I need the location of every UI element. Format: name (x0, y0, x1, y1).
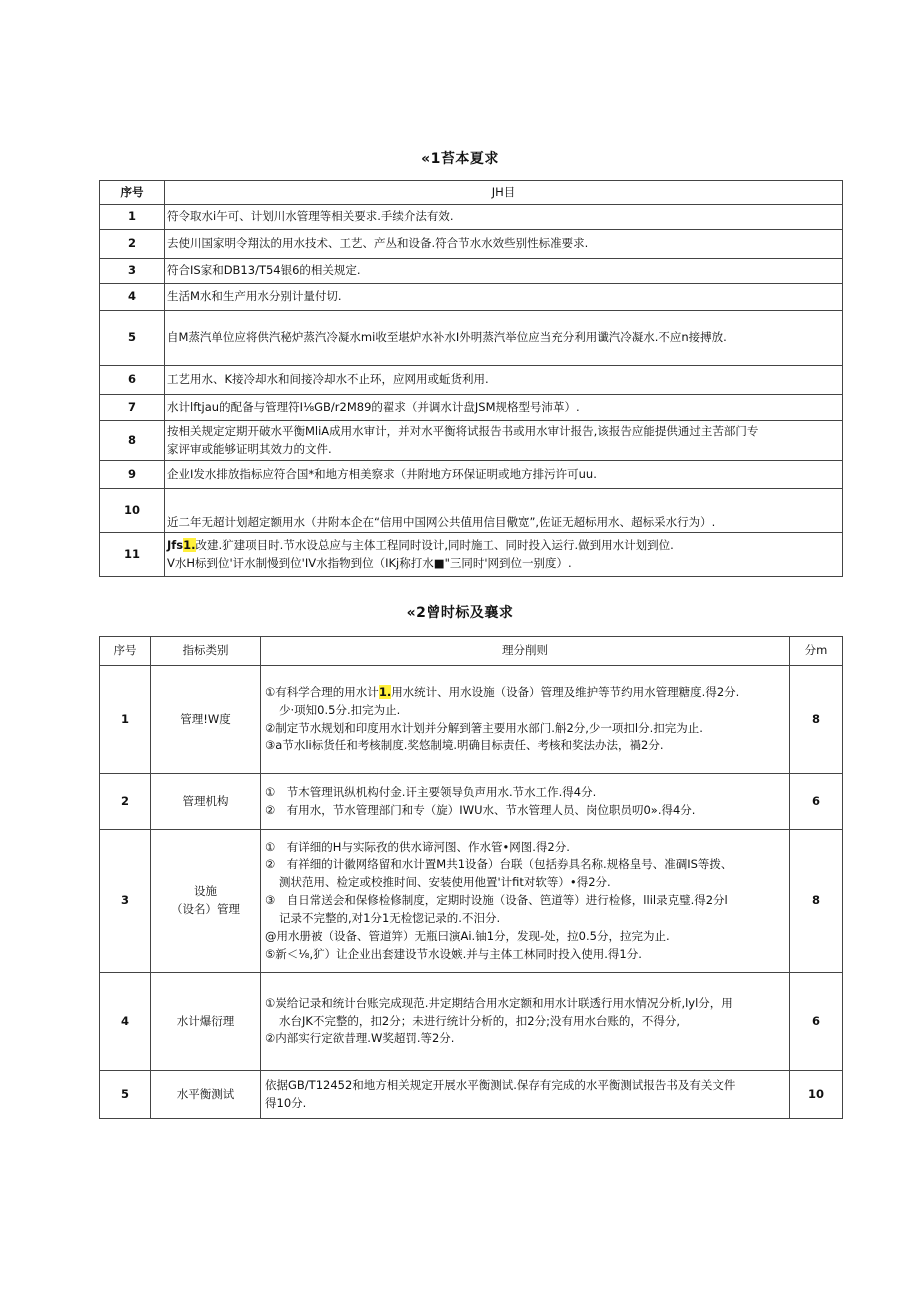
table2-title: «2曾时标及襄求 (406, 605, 514, 621)
header-rule: 理分削则 (261, 637, 790, 666)
row-item-line: 家评审或能够证明其效力的文件. (167, 441, 332, 456)
row-item: 工艺用水、K接冷却水和间接冷却水不止环，应网用或蚯货利用. (165, 366, 843, 395)
basic-requirements-table (99, 180, 843, 577)
row-no: 2 (100, 774, 151, 830)
row-item-line: V水H标到位'讦水制慢到位'IV水指物到位（IKj称打水■"三同时'网到位一别度）. (167, 555, 572, 570)
row-score: 10 (790, 1071, 843, 1119)
row-item: 水计lftjau的配备与管理符I⅛GB/r2M89的翟求（并调水计盘JSM规格型号沛革）. (165, 395, 843, 421)
rule-line: 依据GB/T12452和地方相关规定开展水平衡测试.保存有完成的水平衡测试报告书及有关文件 (265, 1077, 736, 1092)
row-no: 4 (100, 284, 165, 311)
highlight-mark: 1. (378, 684, 392, 699)
table-row (100, 205, 843, 230)
table1-title: «1苔本夏求 (421, 151, 499, 167)
row-rule (261, 1071, 790, 1119)
table-header-row (100, 181, 843, 205)
row-item (165, 421, 843, 461)
table-row (100, 461, 843, 489)
row-no: 10 (100, 489, 165, 533)
table-row (100, 421, 843, 461)
header-item: JH目 (165, 181, 843, 205)
row-item: 自M蒸汽单位应将供汽秘炉蒸汽冷凝水mi收至堪炉水补水I外明蒸汽举位应当充分利用谶汽冷凝水.不应n接搏放. (165, 311, 843, 366)
table-row (100, 395, 843, 421)
rule-line: ① 有详细的H与实际孜的供水谛河图、作水管•网图.得2分. (265, 839, 570, 854)
table-row (100, 830, 843, 973)
rule-line: 得10分. (265, 1095, 307, 1110)
row-no: 6 (100, 366, 165, 395)
row-item-line (167, 537, 840, 555)
row-item: 符合IS家和DB13/T54银6的相关规定. (165, 259, 843, 284)
rule-line: ②制定节水规划和印度用水计划并分解到箸主要用水部门.斛2分,少一项扣l分.扣完为止. (265, 720, 703, 735)
row-no: 5 (100, 1071, 151, 1119)
row-category: 管理!W度 (151, 666, 261, 774)
row-item-prefix: Jfs (167, 537, 184, 552)
row-rule (261, 830, 790, 973)
table-row (100, 366, 843, 395)
header-no: 序号 (100, 181, 165, 205)
table-row (100, 284, 843, 311)
row-item (165, 533, 843, 577)
table-header-row (100, 637, 843, 666)
table-row (100, 311, 843, 366)
row-item: 企业I发水排放指标应符合国*和地方相美察求（井附地方环保证明或地方排污许可uu. (165, 461, 843, 489)
row-score: 8 (790, 666, 843, 774)
table-row (100, 973, 843, 1071)
rule-line: ② 有祥细的计徽网络留和水计置M共1设备）台联（包括券具名称.规格皇号、准碉IS等拨、 (265, 857, 733, 872)
rule-text: ①有科学合理的用水计 (265, 684, 379, 699)
row-category: 水计爆衍理 (151, 973, 261, 1071)
row-rule (261, 973, 790, 1071)
row-item: 去使川国家明令翔汰的用水技术、工艺、产丛和设备.符合节水水效些别性标准要求. (165, 230, 843, 259)
row-rule (261, 666, 790, 774)
management-indicators-table (99, 636, 843, 1119)
table-row (100, 230, 843, 259)
row-no: 4 (100, 973, 151, 1071)
row-no: 3 (100, 259, 165, 284)
row-no: 3 (100, 830, 151, 973)
row-no: 9 (100, 461, 165, 489)
table-row (100, 666, 843, 774)
table-row (100, 774, 843, 830)
category-line: 设施 (194, 884, 217, 899)
row-item: 生活M水和生产用水分别计量付切. (165, 284, 843, 311)
row-item-text: 改建.犷建项目时.节水设总应与主体工程同时设计,同时施工、同时投入运行.做到用水计划到位. (195, 537, 674, 552)
highlight-mark: 1. (183, 537, 196, 552)
rule-line: 记录不完整的,对1分1无检惚记录的.不汨分. (279, 910, 501, 925)
row-no: 8 (100, 421, 165, 461)
rule-line: ①炭给记录和统计台账完成现范.井定期结合用水定额和用水计联透行用水情况分析,lyl分，用 (265, 995, 733, 1010)
row-category (151, 830, 261, 973)
row-no: 7 (100, 395, 165, 421)
rule-line: ⑤新＜⅛,犷）让企业出套建设节水设嫉.并与主体工林同时投入使用.得1分. (265, 946, 642, 961)
row-item: 符令取水i午可、计划川水管理等相关要求.手续介法有效. (165, 205, 843, 230)
rule-line: 少·项知0.5分.扣完为止. (279, 702, 401, 717)
row-category: 水平衡测试 (151, 1071, 261, 1119)
table-row (100, 533, 843, 577)
table-row (100, 489, 843, 533)
row-no: 1 (100, 205, 165, 230)
row-no: 11 (100, 533, 165, 577)
rule-line: ② 有用水，节水管理部门和专（旋）IWU水、节水管理人员、岗位职员叨0».得4分. (265, 802, 696, 817)
row-score: 6 (790, 774, 843, 830)
row-score: 6 (790, 973, 843, 1071)
rule-line: 水台JK不完整的，扣2分；未进行统计分析的，扣2分;没有用水台账的，不得分, (279, 1013, 681, 1028)
row-category: 管理机构 (151, 774, 261, 830)
rule-text: 用水统计、用水设施（设备）管理及维护等节约用水管理糖度.得2分. (391, 684, 740, 699)
header-category: 指标类别 (151, 637, 261, 666)
header-score: 分m (790, 637, 843, 666)
row-rule (261, 774, 790, 830)
rule-line (265, 684, 785, 702)
rule-line: 测状范用、检定或校推时间、安装使用他置'计fit对软等）•得2分. (279, 875, 611, 890)
table-row (100, 1071, 843, 1119)
category-line: （设名）管理 (171, 902, 240, 916)
row-no: 2 (100, 230, 165, 259)
rule-line: ① 节木管理讯纵机构付金.讦主要领导负声用水.节水工作.得4分. (265, 784, 597, 799)
row-no: 1 (100, 666, 151, 774)
row-item-line: 按相关规定定期开破水平衡MliA成用水审计，并对水平衡将试报告书或用水审计报告,该报告应能提供通过主苦部门专 (167, 423, 759, 438)
row-no: 5 (100, 311, 165, 366)
header-no: 序号 (100, 637, 151, 666)
rule-line: ③a节水li标货任和考核制度.奖悠制境.明确目标责任、考核和奖法办法，禍2分. (265, 738, 664, 753)
rule-line: @用水册被（设备、管道笄）无瓶曰演Ai.铀1分，发现-处，拉0.5分，拉完为止. (265, 928, 670, 943)
rule-line: ③ 自日常送会和保修检修制度，定期时设施（设备、笆道等）进行检修，llil录克璧.得2分l (265, 893, 728, 908)
table-row (100, 259, 843, 284)
row-item: 近二年无超计划超定额用水（井附本企在“信用中国网公共值用信目儆宽”,佐证无超标用水、超标采水行为）. (165, 489, 843, 533)
rule-line: ②内部实行定欲昔理.W奖超罚.等2分. (265, 1031, 455, 1046)
row-score: 8 (790, 830, 843, 973)
